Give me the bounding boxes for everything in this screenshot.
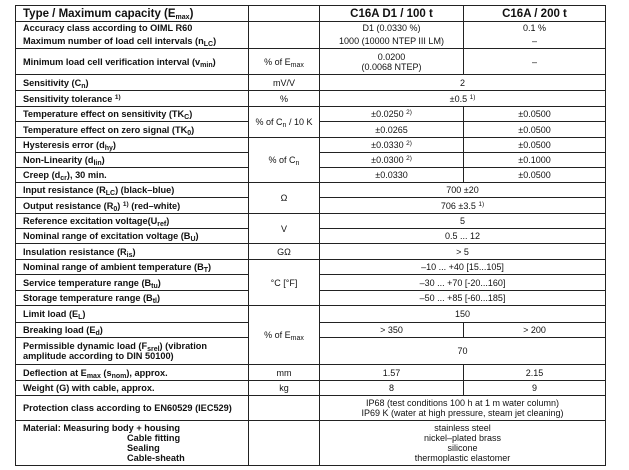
text-segment: % of E [264, 56, 291, 67]
text-segment: ), 30 min. [66, 170, 107, 180]
text-segment: ) [156, 293, 161, 303]
row-label [16, 153, 249, 168]
text-segment: 0.5 ... 12 [444, 231, 481, 241]
unit-cell [249, 138, 320, 183]
unit-cell [249, 260, 320, 306]
table-row [16, 107, 606, 122]
text-segment: Non-Linearity (d [23, 155, 94, 165]
row-label [16, 396, 249, 421]
value-both [320, 214, 606, 229]
text-segment: ) [189, 109, 193, 119]
unit-cell [249, 75, 320, 91]
text-segment: ±0.5 [449, 93, 470, 104]
text-segment: C [184, 114, 190, 121]
text-segment: Type / Maximum capacity (E [23, 7, 176, 20]
text-segment: Ω [280, 193, 288, 203]
text-segment: Sensitivity (C [23, 77, 82, 88]
text-segment: min [200, 61, 213, 69]
table-row [16, 306, 606, 323]
value-c16a-200t: 2.15 [464, 365, 606, 381]
value-c16a-200t: ±0.0500 [464, 122, 606, 138]
unit-cell [249, 421, 320, 466]
value-both [320, 183, 606, 198]
text-segment: 1) [114, 93, 121, 101]
label-line: Material: Measuring body + housing [23, 423, 180, 433]
text-segment: is [126, 251, 133, 259]
text-segment: ) [132, 246, 136, 257]
value-c16a-d1-100t: D1 (0.0330 %) [320, 22, 464, 35]
text-segment: % of C [255, 117, 283, 127]
text-segment: 1) [122, 200, 129, 208]
text-segment: 2) [406, 109, 412, 116]
text-segment: n [81, 82, 86, 90]
value-line: IP69 K (water at high pressure, steam jet cleaning) [361, 408, 564, 418]
value-both [320, 244, 606, 260]
text-segment: °C [°F] [270, 277, 298, 288]
value-both [320, 275, 606, 291]
text-segment: % [279, 93, 288, 104]
value-line: silicone [447, 443, 478, 453]
text-segment: lin [93, 160, 102, 167]
text-segment: Weight (G) with cable, approx. [23, 383, 155, 393]
text-segment: ±0.0250 [371, 109, 407, 119]
text-segment: n [295, 160, 300, 167]
value-both [320, 260, 606, 275]
unit-cell [249, 22, 320, 49]
text-segment: ) [82, 309, 86, 319]
value-both [320, 198, 606, 214]
value-c16a-d1-100t: > 350 [320, 323, 464, 338]
table-row [16, 183, 606, 198]
row-label [16, 138, 249, 153]
text-segment: 700 ±20 [446, 185, 479, 195]
text-segment: GΩ [277, 246, 291, 257]
text-segment: Breaking load (E [23, 325, 96, 335]
value-c16a-200t: – [464, 35, 606, 49]
value-line: nickel–plated brass [423, 433, 502, 443]
text-segment: 0 [187, 129, 192, 137]
value-c16a-200t: ±0.0500 [464, 107, 606, 122]
text-segment: Accuracy class according to OIML R60 [23, 23, 193, 34]
unit-cell [249, 91, 320, 107]
text-segment: ) [208, 262, 212, 272]
table-row [16, 214, 606, 229]
value-c16a-200t: – [464, 49, 606, 75]
text-segment: 70 [457, 346, 468, 356]
value-c16a-200t: > 200 [464, 323, 606, 338]
text-segment: max [86, 372, 101, 380]
text-segment: ±0.0330 [371, 140, 407, 150]
text-segment: ) [191, 124, 195, 135]
header-col-c16a-d1-100t: C16A D1 / 100 t [320, 6, 464, 22]
text-segment: Hysteresis error (d [23, 140, 105, 150]
text-segment: kg [279, 383, 289, 393]
text-segment: max [290, 335, 304, 342]
text-segment: –10 ... +40 [15...105] [421, 262, 504, 272]
text-segment: Reference excitation voltage(U [23, 216, 158, 226]
value-both [320, 338, 606, 365]
text-segment: ±0.0300 [371, 155, 407, 165]
text-segment: ) [212, 56, 216, 67]
text-segment: Permissible dynamic load (F [23, 341, 148, 351]
table-row [16, 138, 606, 153]
text-segment: srel [147, 346, 160, 353]
text-segment: Limit load (E [23, 309, 79, 319]
specifications-table [15, 5, 606, 466]
text-segment: Deflection at E [23, 367, 87, 378]
row-label [16, 291, 249, 306]
table-row [16, 91, 606, 107]
value-c16a-200t: 9 [464, 381, 606, 396]
value-line: (0.0068 NTEP) [361, 61, 422, 72]
text-segment: ) (black–blue) [115, 185, 175, 195]
row-label [16, 75, 249, 91]
text-segment: Nominal range of excitation voltage (B [23, 231, 191, 241]
table-row [16, 381, 606, 396]
value-c16a-d1-100t [320, 49, 464, 75]
unit-cell [249, 244, 320, 260]
header-col-c16a-200t: C16A / 200 t [464, 6, 606, 22]
text-segment: Minimum load cell verification interval (v [23, 56, 201, 67]
text-segment: L [78, 314, 83, 321]
row-label [16, 229, 249, 244]
text-segment: Nominal range of ambient temperature (B [23, 262, 204, 272]
value-c16a-200t: ±0.0500 [464, 138, 606, 153]
text-segment: % of E [264, 330, 291, 340]
unit-cell [249, 183, 320, 214]
text-segment: > 5 [456, 246, 469, 257]
table-row [16, 260, 606, 275]
table-row [16, 75, 606, 91]
value-c16a-200t: 0.1 % [464, 22, 606, 35]
row-label [16, 107, 249, 122]
table-row [16, 49, 606, 75]
value-c16a-d1-100t: ±0.0265 [320, 122, 464, 138]
value-both [320, 396, 606, 421]
value-c16a-200t: ±0.0500 [464, 168, 606, 183]
value-both [320, 229, 606, 244]
table-row [16, 365, 606, 381]
unit-cell [249, 214, 320, 244]
text-segment: 150 [454, 309, 471, 319]
label-line: Cable-sheath [127, 453, 185, 463]
label-line: Cable fitting [127, 433, 181, 443]
text-segment: ) [117, 200, 123, 211]
row-label [16, 91, 249, 107]
text-segment: ) [157, 277, 161, 288]
text-segment: V [280, 223, 287, 234]
text-segment: 2) [406, 140, 412, 147]
text-segment: Service temperature range (B [23, 277, 152, 288]
text-segment: LC [203, 41, 214, 49]
unit-cell [249, 365, 320, 381]
text-segment: ) [85, 77, 89, 88]
table-row [16, 244, 606, 260]
text-segment: max [290, 61, 304, 69]
header-unit-cell [249, 6, 320, 22]
row-label [16, 214, 249, 229]
value-c16a-d1-100t [320, 138, 464, 153]
table-row [16, 396, 606, 421]
value-c16a-d1-100t [320, 107, 464, 122]
value-c16a-200t: ±0.1000 [464, 153, 606, 168]
row-label [16, 168, 249, 183]
header-label [16, 6, 249, 22]
value-both [320, 91, 606, 107]
text-segment: 5 [459, 216, 465, 226]
text-segment: Maximum number of load cell intervals (n [23, 36, 204, 47]
text-segment: Input resistance (R [23, 185, 106, 195]
text-segment: ) [101, 155, 105, 165]
value-c16a-d1-100t: 8 [320, 381, 464, 396]
text-segment: tu [151, 282, 158, 290]
text-segment: Storage temperature range (B [23, 293, 153, 303]
text-segment: d [95, 330, 100, 337]
value-line: thermoplastic elastomer [414, 453, 511, 463]
text-segment: nom [111, 372, 127, 380]
value-line: IP68 (test conditions 100 h at 1 m water column) [365, 398, 560, 408]
text-segment: 2) [406, 155, 412, 162]
header-row [16, 6, 606, 22]
row-label [16, 338, 249, 365]
table-row [16, 421, 606, 466]
row-label [16, 275, 249, 291]
row-label [16, 244, 249, 260]
text-segment: (red–white) [128, 200, 181, 211]
row-label [16, 198, 249, 214]
text-segment: 706 ±3.5 [440, 200, 479, 211]
value-c16a-d1-100t: ±0.0330 [320, 168, 464, 183]
text-segment: Sensitivity tolerance [23, 93, 115, 104]
row-label [16, 49, 249, 75]
text-segment: mV/V [272, 77, 295, 88]
text-segment: max [175, 13, 190, 21]
value-both [320, 291, 606, 306]
text-segment: 2 [459, 77, 465, 88]
text-segment: ) (vibration amplitude according to DIN 50100) [23, 341, 208, 361]
unit-cell [249, 107, 320, 138]
row-label [16, 323, 249, 338]
text-segment: T [203, 267, 208, 274]
row-label [16, 381, 249, 396]
row-label [16, 421, 249, 466]
unit-cell [249, 306, 320, 365]
value-line: stainless steel [434, 423, 491, 433]
label-line: Sealing [127, 443, 160, 453]
text-segment: hy [104, 145, 113, 152]
text-segment: mm [276, 367, 292, 378]
value-both [320, 75, 606, 91]
text-segment: –30 ... +70 [-20...160] [419, 277, 506, 288]
text-segment: Creep (d [23, 170, 61, 180]
row-label [16, 35, 249, 49]
text-segment: / 10 K [286, 117, 313, 127]
value-c16a-d1-100t [320, 153, 464, 168]
unit-cell [249, 381, 320, 396]
text-segment: U [190, 236, 196, 243]
row-label [16, 22, 249, 35]
row-label [16, 365, 249, 381]
text-segment: ) [189, 7, 194, 20]
unit-cell [249, 396, 320, 421]
row-label [16, 306, 249, 323]
text-segment: ref [157, 221, 167, 228]
text-segment: Insulation resistance (R [23, 246, 127, 257]
text-segment: cr [60, 175, 67, 182]
value-c16a-d1-100t: 1.57 [320, 365, 464, 381]
text-segment: % of C [268, 155, 296, 165]
row-label [16, 122, 249, 138]
value-both [320, 421, 606, 466]
unit-cell [249, 49, 320, 75]
text-segment: Protection class according to EN60529 (IEC529) [23, 403, 232, 413]
text-segment: (s [100, 367, 112, 378]
text-segment: tl [152, 298, 157, 305]
value-line: 0.0200 [377, 51, 406, 62]
value-both [320, 306, 606, 323]
text-segment: 0 [113, 205, 118, 213]
text-segment: LC [105, 190, 116, 197]
text-segment: Output resistance (R [23, 200, 114, 211]
text-segment: ) [166, 216, 170, 226]
text-segment: 1) [469, 93, 476, 101]
text-segment: ) [195, 231, 199, 241]
row-label [16, 260, 249, 275]
table-row [16, 22, 606, 35]
text-segment: Temperature effect on sensitivity (TK [23, 109, 185, 119]
value-c16a-d1-100t: 1000 (10000 NTEP III LM) [320, 35, 464, 49]
text-segment: 1) [478, 200, 485, 208]
text-segment: –50 ... +85 [-60...185] [419, 293, 506, 303]
text-segment: ) [99, 325, 103, 335]
row-label [16, 183, 249, 198]
text-segment: ) [213, 36, 217, 47]
text-segment: n [282, 122, 287, 129]
text-segment: ), approx. [126, 367, 168, 378]
text-segment: Temperature effect on zero signal (TK [23, 124, 188, 135]
text-segment: ) [112, 140, 116, 150]
